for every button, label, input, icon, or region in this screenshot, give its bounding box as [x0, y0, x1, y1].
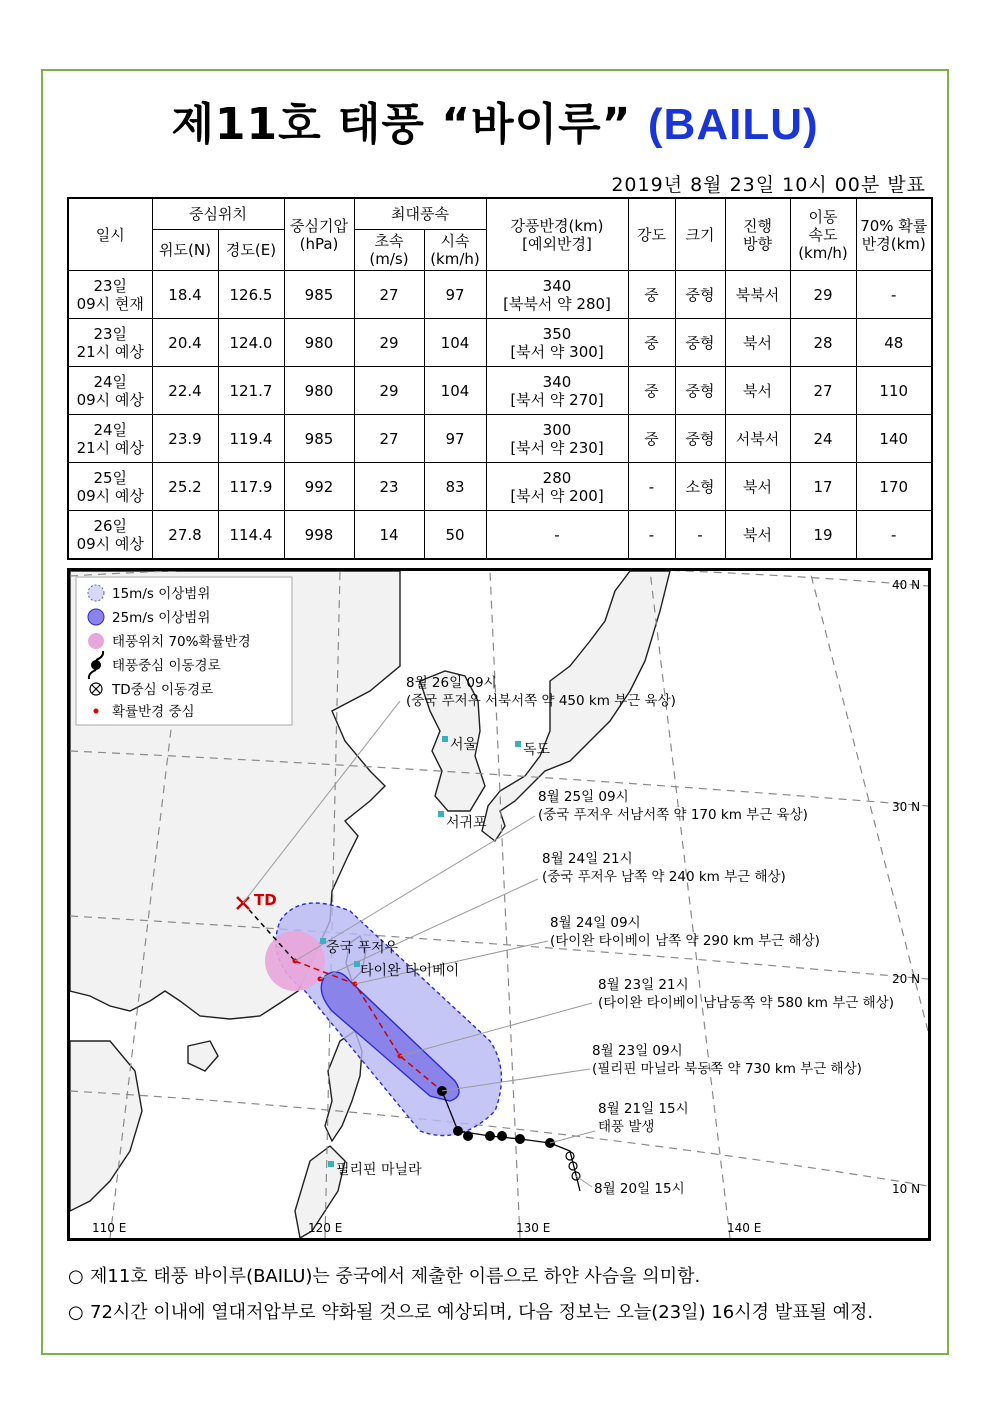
title-korean: 제11호 태풍 “바이루”	[171, 99, 632, 150]
cell-speed: 27	[790, 367, 856, 415]
prob-center-icon	[94, 709, 99, 714]
header-lat: 위도(N)	[152, 230, 218, 271]
annotation-2-line1: 8월 24일 21시	[542, 851, 633, 867]
cell-lon: 114.4	[218, 511, 284, 560]
cell-lon: 117.9	[218, 463, 284, 511]
legend-25ms-swatch	[88, 609, 104, 625]
page-title	[41, 88, 949, 152]
cell-speed: 19	[790, 511, 856, 560]
header-strength: 강도	[628, 198, 675, 271]
cell-wind-kmh: 104	[424, 367, 486, 415]
cell-probability: 140	[856, 415, 932, 463]
place-taipei: 타이완 타이베이	[360, 963, 460, 979]
cell-radius: 340 [북서 약 270]	[486, 367, 628, 415]
bullet-icon: ○	[68, 1266, 84, 1287]
cell-pressure: 985	[284, 271, 354, 319]
annotation-6-line1: 8월 21일 15시	[598, 1101, 689, 1117]
lat-label-10: 10 N	[892, 1182, 921, 1196]
cell-lon: 126.5	[218, 271, 284, 319]
cell-lat: 27.8	[152, 511, 218, 560]
annotation-5-line2: (필리핀 마닐라 북동쪽 약 730 km 부근 해상)	[592, 1061, 862, 1077]
cell-direction: 북북서	[725, 271, 790, 319]
cell-probability: 170	[856, 463, 932, 511]
header-direction: 진행 방향	[725, 198, 790, 271]
cell-wind-ms: 29	[354, 367, 424, 415]
legend-item-1: 25m/s 이상범위	[112, 610, 211, 626]
table-row	[68, 511, 932, 560]
cell-direction: 북서	[725, 367, 790, 415]
cell-wind-kmh: 97	[424, 415, 486, 463]
cell-datetime: 25일 09시 예상	[68, 463, 152, 511]
annotation-1-line2: (중국 푸저우 서남서쪽 약 170 km 부근 육상)	[538, 807, 808, 823]
header-kmh: 시속 (km/h)	[424, 230, 486, 271]
annotation-4-line2: (타이완 타이베이 남남동쪽 약 580 km 부근 해상)	[598, 995, 894, 1011]
cell-radius: 350 [북서 약 300]	[486, 319, 628, 367]
cell-datetime: 24일 09시 예상	[68, 367, 152, 415]
header-time: 일시	[68, 198, 152, 271]
header-probability: 70% 확률 반경(km)	[856, 198, 932, 271]
lon-label-110: 110 E	[92, 1221, 127, 1235]
cell-datetime: 23일 09시 현재	[68, 271, 152, 319]
annotation-5-line1: 8월 23일 09시	[592, 1043, 683, 1059]
cell-size: 중형	[675, 367, 725, 415]
place-manila: 필리핀 마닐라	[336, 1162, 422, 1178]
place-seogwipo: 서귀포	[446, 815, 487, 831]
legend-item-2: 태풍위치 70%확률반경	[112, 634, 251, 650]
lat-label-30: 30 N	[892, 800, 921, 814]
cell-size: -	[675, 511, 725, 560]
table-row	[68, 367, 932, 415]
lat-label-40: 40 N	[892, 578, 921, 592]
cell-pressure: 980	[284, 319, 354, 367]
annotation-1-line1: 8월 25일 09시	[538, 789, 629, 805]
issued-time: 2019년 8월 23일 10시 00분 발표	[611, 174, 926, 196]
cell-wind-kmh: 83	[424, 463, 486, 511]
annotation-2-line2: (중국 푸저우 남쪽 약 240 km 부근 해상)	[542, 869, 786, 885]
table-row	[68, 319, 932, 367]
annotation-4-line1: 8월 23일 21시	[598, 977, 689, 993]
cell-strength: 중	[628, 271, 675, 319]
header-wind: 최대풍속	[354, 198, 486, 230]
cell-radius: 300 [북서 약 230]	[486, 415, 628, 463]
cell-wind-kmh: 97	[424, 271, 486, 319]
table-row	[68, 271, 932, 319]
header-lon: 경도(E)	[218, 230, 284, 271]
note-2	[68, 1298, 873, 1324]
cell-size: 소형	[675, 463, 725, 511]
header-speed: 이동 속도 (km/h)	[790, 198, 856, 271]
cell-size: 중형	[675, 319, 725, 367]
annotation-7-line1: 8월 20일 15시	[594, 1181, 685, 1197]
cell-lat: 20.4	[152, 319, 218, 367]
cell-wind-ms: 27	[354, 415, 424, 463]
header-pressure: 중심기압 (hPa)	[284, 198, 354, 271]
cell-wind-ms: 23	[354, 463, 424, 511]
legend-item-0: 15m/s 이상범위	[112, 586, 211, 602]
cell-wind-ms: 14	[354, 511, 424, 560]
cell-direction: 북서	[725, 463, 790, 511]
cell-wind-kmh: 50	[424, 511, 486, 560]
cell-direction: 북서	[725, 511, 790, 560]
note-2-text: 72시간 이내에 열대저압부로 약화될 것으로 예상되며, 다음 정보는 오늘(23일) 16시경 발표될 예정.	[90, 1302, 874, 1323]
cell-size: 중형	[675, 415, 725, 463]
cell-lat: 22.4	[152, 367, 218, 415]
td-label: TD	[254, 891, 277, 909]
place-fuzhou: 중국 푸저우	[326, 940, 399, 956]
note-1	[68, 1262, 700, 1288]
table-row	[68, 463, 932, 511]
cell-strength: 중	[628, 415, 675, 463]
map-legend	[76, 577, 292, 725]
typhoon-track-map	[67, 568, 931, 1241]
legend-prob-swatch	[88, 633, 104, 649]
table-row	[68, 415, 932, 463]
cell-wind-ms: 27	[354, 271, 424, 319]
cell-radius: -	[486, 511, 628, 560]
lat-label-20: 20 N	[892, 972, 921, 986]
cell-direction: 서북서	[725, 415, 790, 463]
cell-probability: 110	[856, 367, 932, 415]
annotation-3-line2: (타이완 타이베이 남쪽 약 290 km 부근 해상)	[550, 933, 820, 949]
note-1-text: 제11호 태풍 바이루(BAILU)는 중국에서 제출한 이름으로 하얀 사슴을 의미함.	[90, 1266, 701, 1287]
cell-lon: 124.0	[218, 319, 284, 367]
place-seoul: 서울	[450, 737, 478, 753]
cell-lat: 25.2	[152, 463, 218, 511]
annotation-0-line1: 8월 26일 09시	[406, 675, 497, 691]
header-size: 크기	[675, 198, 725, 271]
annotation-0-line2: (중국 푸저우 서북서쪽 약 450 km 부근 육상)	[406, 693, 676, 709]
cell-strength: -	[628, 511, 675, 560]
lon-label-120: 120 E	[308, 1221, 343, 1235]
cell-datetime: 24일 21시 예상	[68, 415, 152, 463]
cell-strength: 중	[628, 367, 675, 415]
cell-speed: 28	[790, 319, 856, 367]
cell-strength: -	[628, 463, 675, 511]
cell-datetime: 26일 09시 예상	[68, 511, 152, 560]
legend-item-3: 태풍중심 이동경로	[112, 658, 221, 674]
cell-speed: 24	[790, 415, 856, 463]
forecast-table	[67, 197, 933, 560]
cell-direction: 북서	[725, 319, 790, 367]
title-english: (BAILU)	[647, 100, 819, 149]
cell-speed: 29	[790, 271, 856, 319]
header-radius: 강풍반경(km) [예외반경]	[486, 198, 628, 271]
cell-pressure: 980	[284, 367, 354, 415]
cell-probability: -	[856, 271, 932, 319]
cell-speed: 17	[790, 463, 856, 511]
cell-radius: 340 [북북서 약 280]	[486, 271, 628, 319]
cell-probability: -	[856, 511, 932, 560]
cell-size: 중형	[675, 271, 725, 319]
lon-label-130: 130 E	[516, 1221, 551, 1235]
annotation-6-line2: 태풍 발생	[598, 1119, 655, 1135]
lon-label-140: 140 E	[727, 1221, 762, 1235]
header-ms: 초속 (m/s)	[354, 230, 424, 271]
place-dokdo: 독도	[523, 742, 551, 758]
legend-item-4: TD중심 이동경로	[112, 682, 214, 698]
cell-wind-ms: 29	[354, 319, 424, 367]
cell-pressure: 992	[284, 463, 354, 511]
cell-probability: 48	[856, 319, 932, 367]
cell-pressure: 998	[284, 511, 354, 560]
legend-15ms-swatch	[88, 585, 104, 601]
cell-datetime: 23일 21시 예상	[68, 319, 152, 367]
header-center: 중심위치	[152, 198, 284, 230]
legend-item-5: 확률반경 중심	[112, 704, 195, 720]
cell-lat: 23.9	[152, 415, 218, 463]
cell-lon: 121.7	[218, 367, 284, 415]
cell-pressure: 985	[284, 415, 354, 463]
cell-lon: 119.4	[218, 415, 284, 463]
cell-lat: 18.4	[152, 271, 218, 319]
annotation-3-line1: 8월 24일 09시	[550, 915, 641, 931]
cell-wind-kmh: 104	[424, 319, 486, 367]
cell-strength: 중	[628, 319, 675, 367]
bullet-icon: ○	[68, 1302, 84, 1323]
cell-radius: 280 [북서 약 200]	[486, 463, 628, 511]
